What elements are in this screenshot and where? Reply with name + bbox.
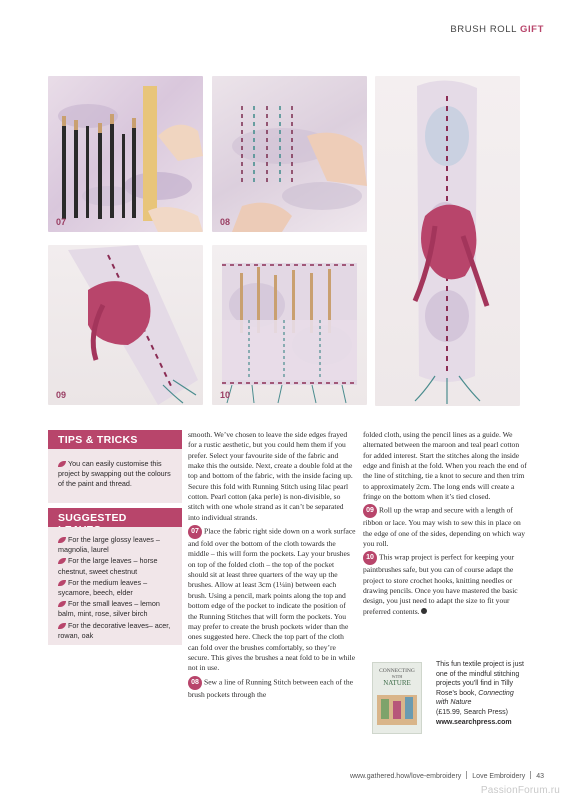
photo-step-08 [212, 76, 367, 232]
leaf-icon [58, 461, 66, 467]
footer-divider [466, 771, 467, 779]
leaves-heading: SUGGESTED [48, 508, 182, 540]
leaves-box [48, 527, 182, 645]
leaf-icon [58, 601, 66, 607]
watermark: PassionForum.ru [480, 785, 560, 796]
leaf-icon [58, 537, 66, 543]
body-column-3 [363, 430, 529, 617]
list-item: For the medium leaves – sycamore, beech, elder [58, 577, 148, 598]
tips-text: You can easily customise this project by swapping out the colours of the paint and thread. [58, 459, 171, 489]
page-footer [350, 771, 544, 780]
step-10: 10 This wrap project is perfect for keeping your paintbrushes safe, but you can of course adapt the project to store crochet hooks, knitting needles or drawing pencils. Once you have mastered the basic design, you just need to adapt the size to fit your preferred contents. [363, 553, 518, 616]
leaf-icon [58, 623, 66, 629]
book-title: Connecting with Nature [436, 689, 514, 707]
photo-step-10 [212, 245, 367, 405]
book-price: (£15.99, Search Press) [436, 708, 508, 716]
footer-url[interactable]: www.gathered.how/love-embroidery [350, 773, 462, 780]
cover-title-2: NATURE [383, 679, 411, 687]
continued-paragraph: folded cloth, using the pencil lines as a guide. We alternated between the maroon and teal pearl cotton for added interest. Start the stitches along the inside edge and finish at the fold. When you reach the end of the line of stitching, tie a knot to secure and then trim to approximately 2cm. The long ends will create a fringe on the bottom when it’s tied closed. [363, 430, 527, 502]
step-number-badge: 08 [188, 676, 202, 690]
header-prefix: BRUSH ROLL [450, 24, 517, 35]
list-item: For the large glossy leaves – magnolia, laurel [58, 535, 160, 555]
list-item: For the small leaves – lemon balm, mint, rose, silver birch [58, 599, 160, 619]
book-line: This fun textile project is just one of the mindful stitching projects you’ll find in Tilly Rose’s book, [436, 661, 524, 697]
step-07: 07 Place the fabric right side down on a work surface and fold over the bottom of the cloth towards the middle – this will form the pockets. Lay your brushes on top of the folded cloth – the top of the pocket should sit at least three quarters of the way up the brushes. Allow at least 3cm (1¼in) between each brush. Using a pencil, mark points along the top and bottom edge of the pocket to indicate the position of the Running Stitches that will form the pockets. You may prefer to create the brush pockets wider than the ones suggested here. Check the top part of the cloth can fold over the brushes comfortably, so they’re secure. This gives the brushes a neat fold to be in while not in use. [188, 526, 356, 673]
end-mark-icon [421, 608, 427, 614]
cover-title-1: CONNECTING [379, 668, 415, 674]
step-number-badge: 09 [363, 504, 377, 518]
list-item: For the large leaves – horse chestnut, sweet chestnut [58, 556, 158, 576]
photo-number: 10 [220, 390, 231, 400]
book-promo [362, 658, 528, 740]
intro-paragraph: smooth. We’ve chosen to leave the side edges frayed for a rustic aesthetic, but you could hem them if you prefer. Select your favourite side of the fabric and make this the outside. Next, create a double fold at the top and bottom of the fabric, with the inside facing up. Secure this fold with Running Stitch using lilac pearl cotton. Pearl cotton (aka perle) is non-divisible, so stitch with one whole strand as it can’t be separated into individual strands. [188, 430, 353, 522]
photo-step-09 [48, 245, 203, 405]
leaf-icon [58, 580, 66, 586]
leaf-icon [58, 558, 66, 564]
body-column-2 [188, 430, 356, 700]
page-number: 43 [536, 773, 544, 780]
leaves-list [48, 527, 182, 650]
cover-with: WITH [391, 674, 403, 679]
photo-number: 07 [56, 217, 67, 227]
tips-box [48, 449, 182, 503]
footer-divider [530, 771, 531, 779]
list-item: For the decorative leaves– acer, rowan, oak [58, 620, 171, 640]
step-number-badge: 07 [188, 525, 202, 539]
step-09: 09 Roll up the wrap and secure with a length of ribbon or lace. You may wish to sew this in place on the edge of one of the sides, depending on which way you roll. [363, 506, 526, 549]
photo-step-07 [48, 76, 203, 232]
photo-number: 09 [56, 390, 67, 400]
step-08: 08 Sew a line of Running Stitch between each of the brush pockets through the [188, 677, 354, 699]
footer-magazine: Love Embroidery [472, 773, 526, 780]
book-url-link[interactable]: www.searchpress.com [436, 718, 512, 726]
photo-rolled-wrap [375, 76, 520, 406]
book-cover-image [372, 662, 422, 734]
book-description [436, 660, 528, 727]
section-header [450, 24, 544, 35]
step-number-badge: 10 [363, 551, 377, 565]
photo-number: 08 [220, 217, 231, 227]
header-accent: GIFT [519, 24, 544, 35]
tips-heading: TIPS & TRICKS [48, 430, 182, 450]
